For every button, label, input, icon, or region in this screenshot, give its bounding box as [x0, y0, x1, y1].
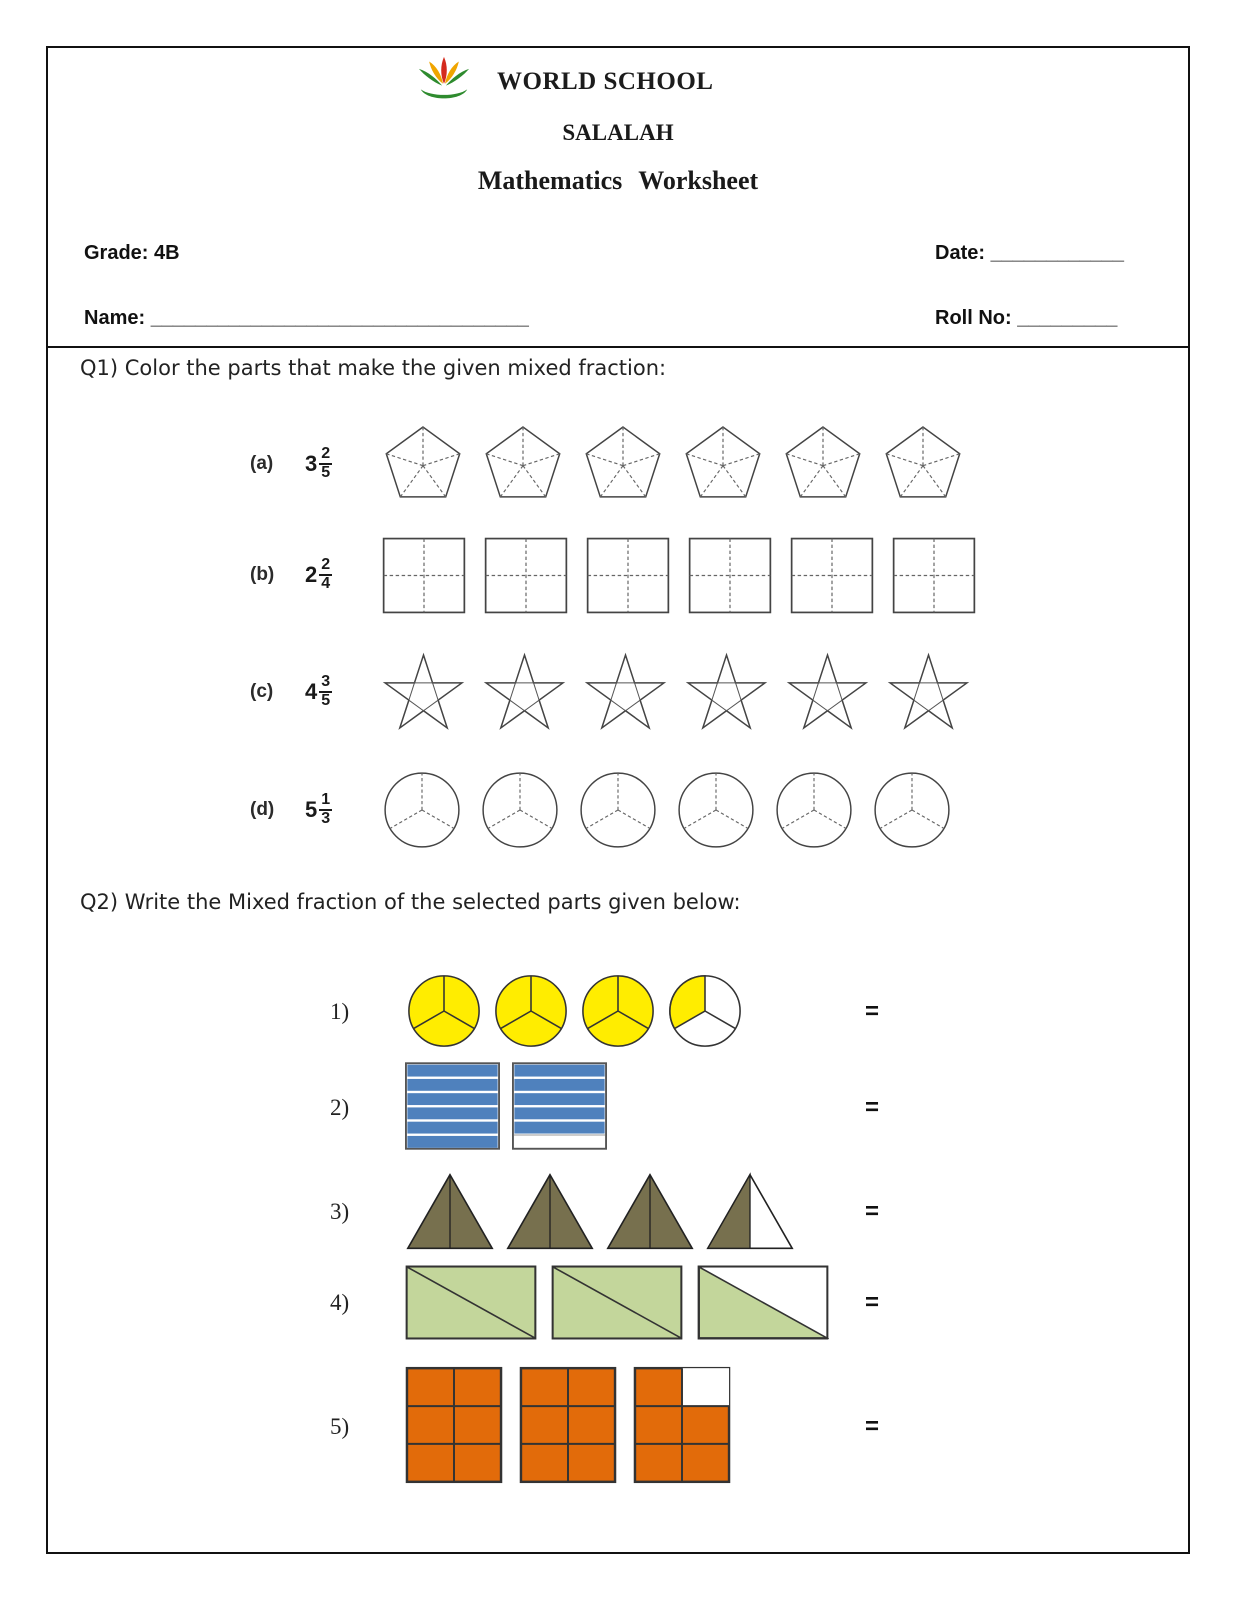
fraction — [319, 674, 332, 710]
equals-sign: = — [865, 1094, 880, 1121]
shaded-triangle-shape — [405, 1172, 495, 1251]
square-quarters-shape — [381, 536, 467, 615]
q1-row-a-label: (a) — [250, 453, 274, 474]
partially-shaded-triangle-shape — [705, 1172, 795, 1251]
star-fifths-shape — [886, 650, 971, 734]
pentagon-fifths-shape — [881, 422, 965, 506]
pentagon-fifths-shape — [581, 422, 665, 506]
circle-thirds-shape — [381, 769, 463, 851]
q1-row-c-label: (c) — [250, 681, 274, 702]
square-quarters-shape — [585, 536, 671, 615]
square-quarters-shape — [483, 536, 569, 615]
q1-row-b-label: (b) — [250, 564, 275, 585]
equals-sign: = — [865, 1198, 880, 1225]
star-fifths-shape — [785, 650, 870, 734]
q1-prompt: Q1) Color the parts that make the given mixed fraction: — [80, 356, 667, 380]
date-field: Date: ____________ — [935, 242, 1125, 264]
q2-row-5 — [325, 1365, 945, 1489]
shaded-diagonal-rectangle-shape — [551, 1265, 683, 1340]
roll-no-field: Roll No: _________ — [935, 307, 1118, 329]
shaded-circle-shape — [405, 972, 483, 1050]
fraction — [319, 792, 332, 828]
q1-row-b — [250, 534, 977, 616]
denominator: 4 — [321, 575, 331, 592]
q2-row-3 — [325, 1172, 945, 1252]
grade-field: Grade: 4B — [84, 242, 180, 264]
shaded-triangle-shape — [605, 1172, 695, 1251]
numerator: 1 — [319, 792, 332, 811]
shaded-triangle-shape — [505, 1172, 595, 1251]
q1-row-d — [250, 768, 953, 852]
q1-row-a-mixed-fraction — [305, 446, 367, 482]
equals-sign: = — [865, 998, 880, 1025]
denominator: 3 — [321, 810, 331, 827]
shaded-grid-shape — [405, 1365, 503, 1485]
q2-row-3-label: 3) — [330, 1199, 350, 1224]
pentagon-fifths-shape — [781, 422, 865, 506]
q1-row-c-shapes — [381, 650, 971, 734]
fraction — [319, 446, 332, 482]
equals-sign: = — [865, 1413, 880, 1440]
q1-row-d-mixed-fraction — [305, 792, 367, 828]
pentagon-fifths-shape — [381, 422, 465, 506]
q2-row-1-shapes — [405, 972, 744, 1050]
shaded-diagonal-rectangle-shape — [405, 1265, 537, 1340]
q2-row-1-label: 1) — [330, 999, 350, 1024]
q1-row-d-shapes — [381, 769, 953, 851]
name-field: Name: __________________________________ — [84, 307, 529, 329]
school-logo-icon — [414, 55, 474, 107]
fraction — [319, 557, 332, 593]
numerator: 2 — [319, 557, 332, 576]
denominator: 5 — [321, 692, 331, 709]
partially-shaded-striped-rectangle-shape — [512, 1062, 607, 1150]
square-quarters-shape — [789, 536, 875, 615]
q2-row-2-label: 2) — [330, 1095, 350, 1120]
pentagon-fifths-shape — [681, 422, 765, 506]
q1-row-c-mixed-fraction — [305, 674, 367, 710]
header-divider — [46, 346, 1190, 348]
star-fifths-shape — [583, 650, 668, 734]
q1-row-b-mixed-fraction — [305, 557, 367, 593]
partially-shaded-diagonal-rectangle-shape — [697, 1265, 829, 1340]
q1-row-b-shapes — [381, 536, 977, 615]
q2-row-1 — [325, 972, 945, 1052]
circle-thirds-shape — [479, 769, 561, 851]
q2-row-4-shapes — [405, 1265, 829, 1340]
denominator: 5 — [321, 464, 331, 481]
square-quarters-shape — [687, 536, 773, 615]
partially-shaded-circle-shape — [666, 972, 744, 1050]
star-fifths-shape — [684, 650, 769, 734]
school-branch: SALALAH — [562, 120, 674, 145]
whole-number: 2 — [305, 562, 318, 587]
star-fifths-shape — [381, 650, 466, 734]
worksheet-title: Mathematics Worksheet — [477, 166, 759, 195]
shaded-circle-shape — [579, 972, 657, 1050]
q2-prompt: Q2) Write the Mixed fraction of the selected parts given below: — [80, 890, 741, 914]
shaded-striped-rectangle-shape — [405, 1062, 500, 1150]
partially-shaded-grid-shape — [633, 1365, 731, 1485]
q1-row-a-shapes — [381, 422, 965, 506]
school-name: WORLD SCHOOL — [497, 68, 714, 95]
shaded-grid-shape — [519, 1365, 617, 1485]
q2-row-5-label: 5) — [330, 1414, 350, 1439]
square-quarters-shape — [891, 536, 977, 615]
q2-row-2 — [325, 1062, 945, 1154]
equals-sign: = — [865, 1289, 880, 1316]
q1-row-d-label: (d) — [250, 799, 275, 820]
circle-thirds-shape — [577, 769, 659, 851]
shaded-circle-shape — [492, 972, 570, 1050]
whole-number: 3 — [305, 451, 318, 476]
circle-thirds-shape — [773, 769, 855, 851]
q2-row-2-shapes — [405, 1062, 607, 1150]
q2-row-4 — [325, 1265, 945, 1341]
star-fifths-shape — [482, 650, 567, 734]
whole-number: 4 — [305, 679, 318, 704]
numerator: 2 — [319, 446, 332, 465]
q1-row-c — [250, 650, 971, 734]
q1-row-a — [250, 420, 965, 508]
whole-number: 5 — [305, 797, 318, 822]
circle-thirds-shape — [675, 769, 757, 851]
pentagon-fifths-shape — [481, 422, 565, 506]
q2-row-5-shapes — [405, 1365, 731, 1485]
circle-thirds-shape — [871, 769, 953, 851]
q2-row-4-label: 4) — [330, 1290, 350, 1315]
q2-row-3-shapes — [405, 1172, 795, 1251]
numerator: 3 — [319, 674, 332, 693]
